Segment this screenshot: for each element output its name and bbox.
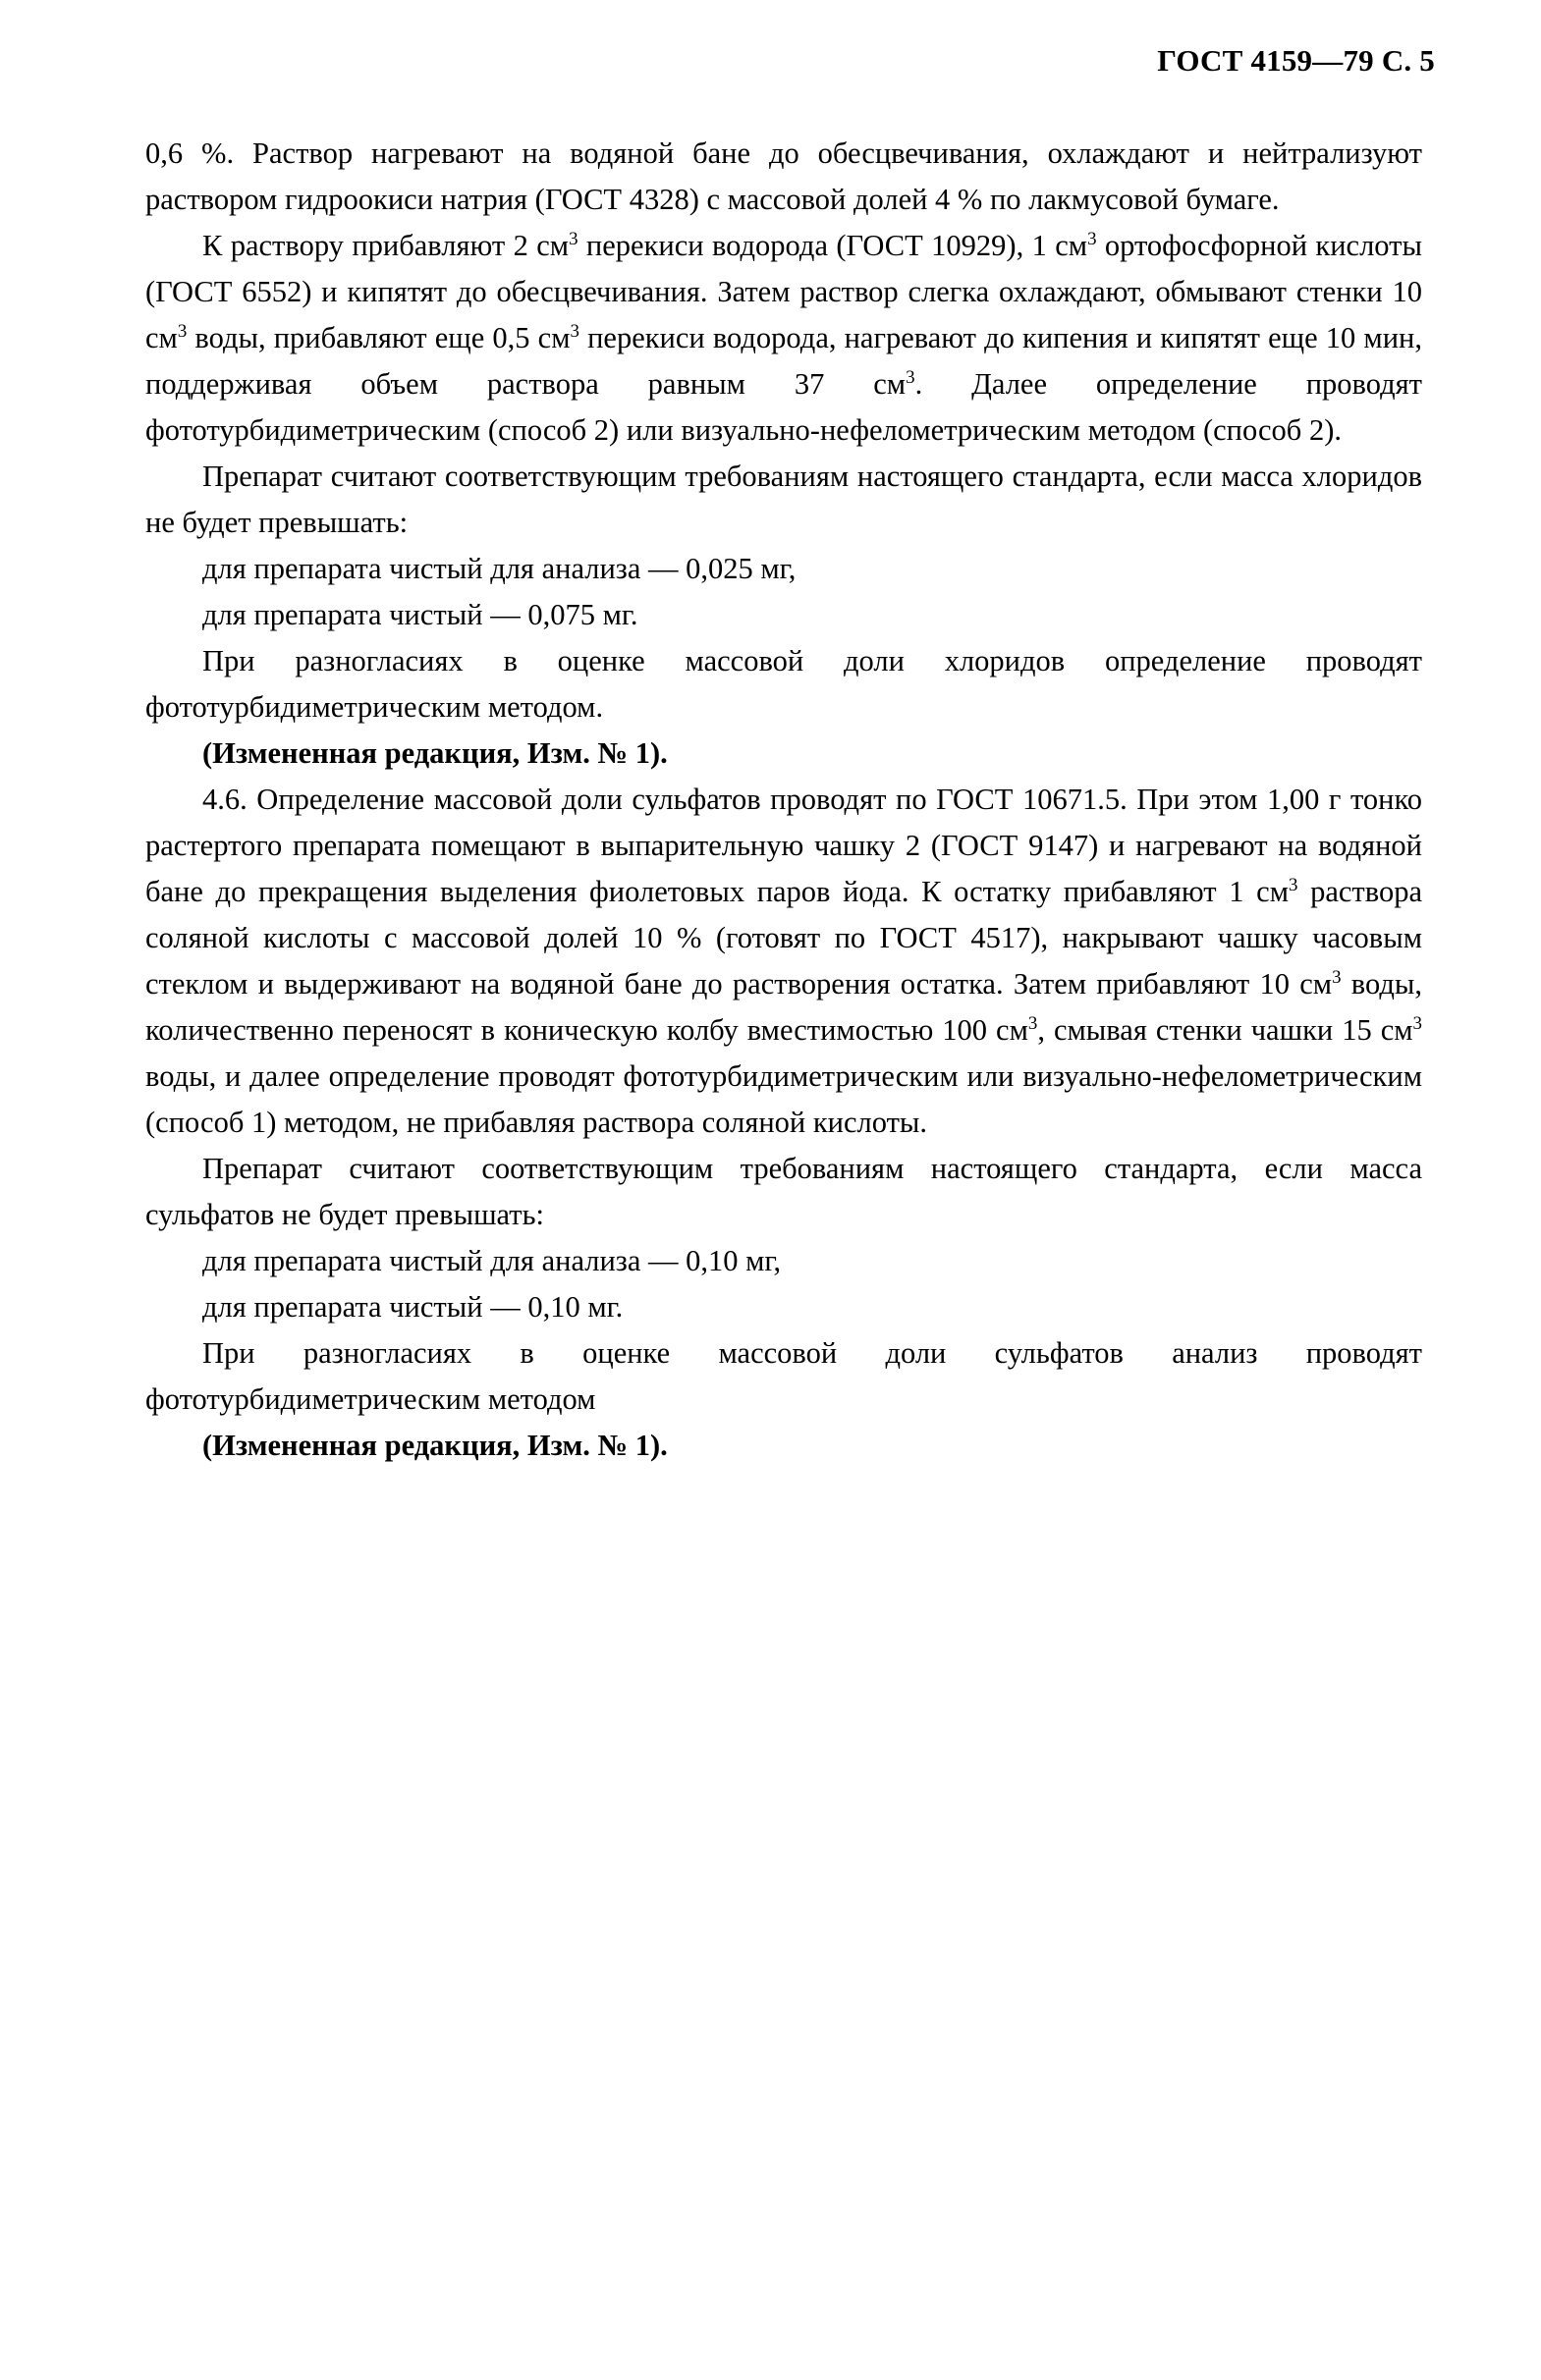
superscript: 3 <box>1027 1012 1038 1034</box>
text-run: перекиси водорода, нагревают до кипения и кипятят еще 10 мин, поддерживая объем раствора равным 37 см <box>145 321 1422 401</box>
text-run: для препарата чистый для анализа — 0,025 мг, <box>202 552 797 585</box>
text-run: К раствору прибавляют 2 см <box>202 229 570 262</box>
paragraph-p1 <box>145 131 1422 223</box>
superscript: 3 <box>1412 1012 1422 1034</box>
text-run: При разногласиях в оценке массовой доли хлоридов определение проводят фототурбидиметрическим методом. <box>145 644 1422 724</box>
text-run: . Далее определение проводят фототурбидиметрическим (способ 2) или визуально-нефелометрическим методом (способ 2). <box>145 367 1422 447</box>
paragraph-p8 <box>145 777 1422 1146</box>
superscript: 3 <box>569 228 578 249</box>
text-run: для препарата чистый — 0,075 мг. <box>202 598 638 631</box>
paragraph-p13 <box>145 1423 1422 1469</box>
paragraph-p5 <box>145 592 1422 638</box>
superscript: 3 <box>1332 966 1342 988</box>
standard-number: ГОСТ 4159—79 <box>1157 43 1374 78</box>
page-number-separator <box>1374 43 1382 78</box>
text-run: , смывая стенки чашки 15 см <box>1037 1013 1413 1047</box>
text-run: воды, прибавляют еще 0,5 см <box>187 321 571 354</box>
text-run: для препарата чистый — 0,10 мг. <box>202 1290 624 1324</box>
paragraph-p10 <box>145 1238 1422 1284</box>
page-number: С. 5 <box>1381 43 1435 78</box>
text-run: перекиси водорода (ГОСТ 10929), 1 см <box>578 229 1088 262</box>
text-run: воды, количественно переносят в коническую колбу вместимостью 100 см <box>145 967 1422 1047</box>
superscript: 3 <box>906 366 915 388</box>
page-header <box>1157 43 1435 79</box>
text-run: 0,6 %. Раствор нагревают на водяной бане до обесцвечивания, охлаждают и нейтрализуют раствором гидроокиси натрия (ГОСТ 4328) с массовой долей 4 % по лакмусовой бумаге. <box>145 136 1422 216</box>
paragraph-p9 <box>145 1146 1422 1238</box>
text-run: раствора соляной кислоты с массовой долей 10 % (готовят по ГОСТ 4517), накрывают чашку часовым стеклом и выдерживают на водяной бане до растворения остатка. Затем прибавляют 10 см <box>145 875 1422 1001</box>
text-run: (Измененная редакция, Изм. № 1). <box>202 736 668 770</box>
text-run: для препарата чистый для анализа — 0,10 мг, <box>202 1244 782 1277</box>
text-run: Препарат считают соответствующим требованиям настоящего стандарта, если масса хлоридов не будет превышать: <box>145 460 1422 539</box>
paragraph-p7 <box>145 730 1422 777</box>
text-run: При разногласиях в оценке массовой доли сульфатов анализ проводят фототурбидиметрическим методом <box>145 1336 1422 1416</box>
text-run: Препарат считают соответствующим требованиям настоящего стандарта, если масса сульфатов не будет превышать: <box>145 1152 1422 1231</box>
paragraph-p4 <box>145 546 1422 592</box>
paragraph-p11 <box>145 1284 1422 1330</box>
superscript: 3 <box>1289 874 1298 895</box>
paragraph-p12 <box>145 1330 1422 1423</box>
text-run: (Измененная редакция, Изм. № 1). <box>202 1429 668 1462</box>
superscript: 3 <box>570 320 579 342</box>
superscript: 3 <box>177 320 188 342</box>
paragraph-p2 <box>145 223 1422 454</box>
text-run: воды, и далее определение проводят фототурбидиметрическим или визуально-нефелометрическим (способ 1) методом, не прибавляя раствора соляной кислоты. <box>145 1059 1422 1139</box>
text-run: ортофосфорной кислоты (ГОСТ 6552) и кипятят до обесцвечивания. Затем раствор слегка охлаждают, обмывают стенки 10 см <box>145 229 1422 354</box>
paragraph-p3 <box>145 454 1422 546</box>
text-run: 4.6. Определение массовой доли сульфатов проводят по ГОСТ 10671.5. При этом 1,00 г тонко растертого препарата помещают в выпарительную чашку 2 (ГОСТ 9147) и нагревают на водяной бане до прекращения выделения фиолетовых паров йода. К остатку прибавляют 1 см <box>145 783 1422 908</box>
paragraph-p6 <box>145 638 1422 730</box>
superscript: 3 <box>1087 228 1097 249</box>
document-body <box>145 131 1422 1469</box>
